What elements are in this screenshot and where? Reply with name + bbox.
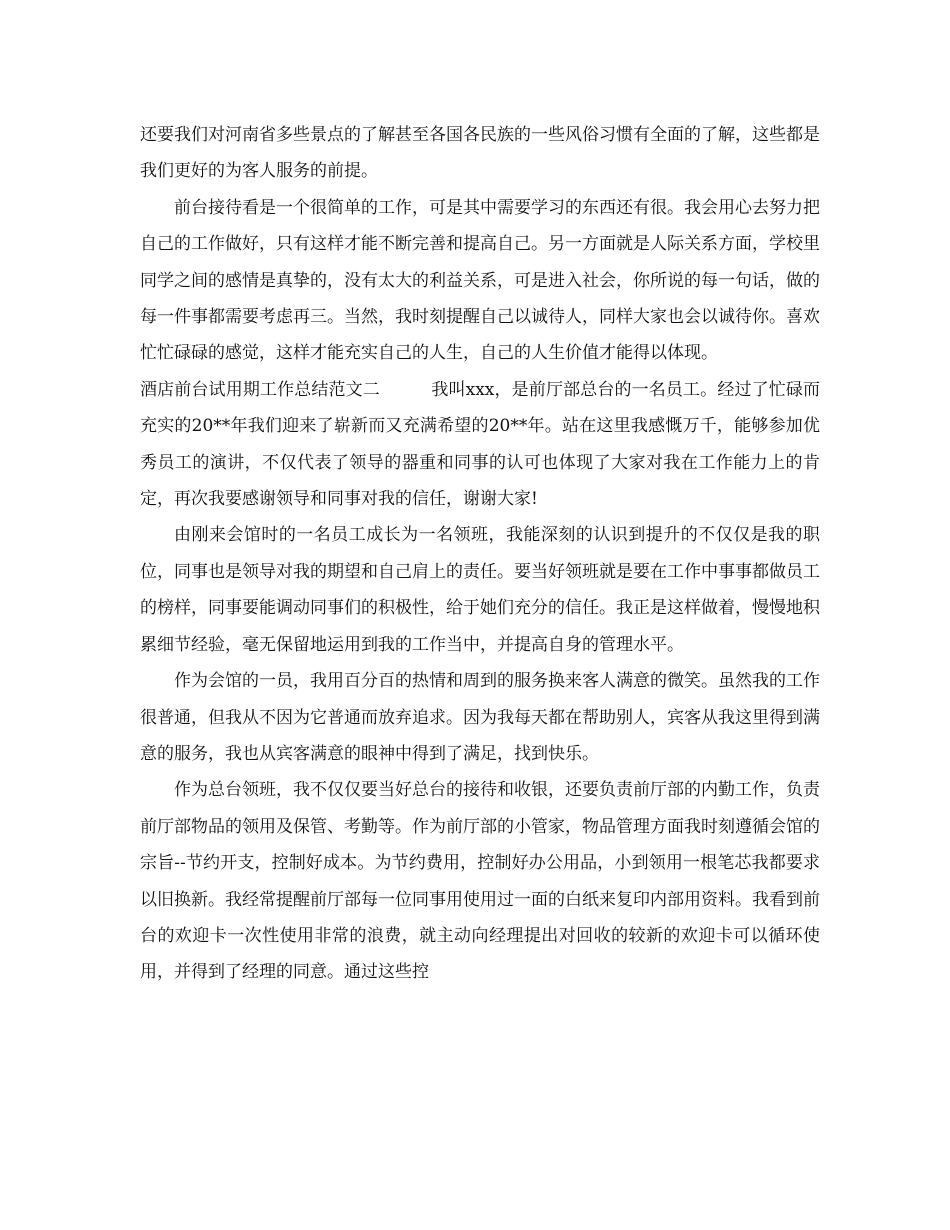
paragraph-text: 我叫xxx，是前厅部总台的一名员工。经过了忙碌而充实的20**年我们迎来了崭新而又充满希望的20**年。站在这里我感慨万千，能够参加优秀员工的演讲，不仅代表了领导的器重和同事的认可也体现了大家对我在工作能力上的肯定，再次我要感谢领导和同事对我的信任，谢谢大家! bbox=[140, 379, 821, 510]
paragraph: 作为会馆的一员，我用百分百的热情和周到的服务换来客人满意的微笑。虽然我的工作很普通，但我从不因为它普通而放弃追求。因为我每天都在帮助别人，宾客从我这里得到满意的服务，我也从宾客满意的眼神中得到了满足，找到快乐。 bbox=[140, 671, 820, 764]
paragraph: 前台接待看是一个很简单的工作，可是其中需要学习的东西还有很。我会用心去努力把自己的工作做好，只有这样才能不断完善和提高自己。另一方面就是人际关系方面，学校里同学之间的感情是真挚的，没有太大的利益关系，可是进入社会，你所说的每一句话，做的每一件事都需要考虑再三。当然，我时刻提醒自己以诚待人，同样大家也会以诚待你。喜欢忙忙碌碌的感觉，这样才能充实自己的人生，自己的人生价值才能得以体现。 bbox=[140, 197, 820, 364]
section-title-gap bbox=[380, 380, 431, 400]
paragraph: 由刚来会馆时的一名员工成长为一名领班，我能深刻的认识到提升的不仅仅是我的职位，同事也是领导对我的期望和自己肩上的责任。要当好领班就是要在工作中事事都做员工的榜样，同事要能调动同事们的积极性，给于她们充分的信任。我正是这样做着，慢慢地积累细节经验，毫无保留地运用到我的工作当中，并提高自身的管理水平。 bbox=[140, 525, 820, 655]
paragraph: 作为总台领班，我不仅仅要当好总台的接待和收银，还要负责前厅部的内勤工作，负责前厅部物品的领用及保管、考勤等。作为前厅部的小管家，物品管理方面我时刻遵循会馆的宗旨--节约开支，控制好成本。为节约费用，控制好办公用品，小到领用一根笔芯我都要求以旧换新。我经常提醒前厅部每一位同事用使用过一面的白纸来复印内部用资料。我看到前台的欢迎卡一次性使用非常的浪费，就主动向经理提出对回收的较新的欢迎卡可以循环使用，并得到了经理的同意。通过这些控 bbox=[140, 780, 820, 983]
document-page bbox=[140, 117, 820, 991]
paragraph: 还要我们对河南省多些景点的了解甚至各国各民族的一些风俗习惯有全面的了解，这些都是我们更好的为客人服务的前提。 bbox=[140, 125, 820, 182]
section-title: 酒店前台试用期工作总结范文二 bbox=[140, 379, 380, 400]
paragraph-with-section-title bbox=[140, 372, 820, 518]
